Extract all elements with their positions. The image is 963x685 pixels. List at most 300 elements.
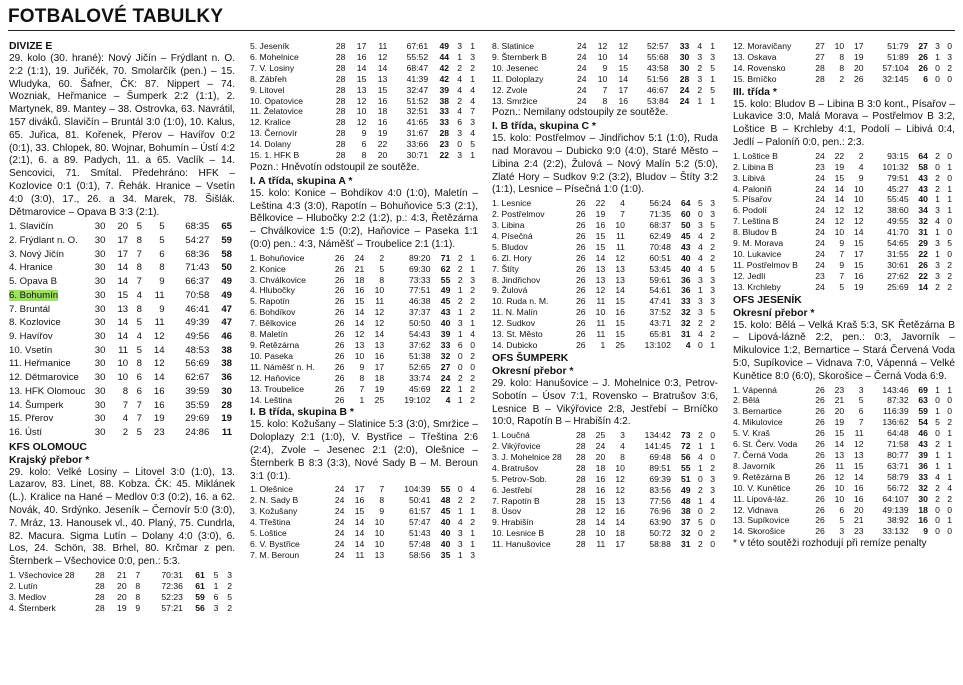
team-name: 10. Lukavice — [733, 248, 782, 259]
stat-cell: 30 — [94, 330, 106, 342]
team-name: 2. Bělá — [733, 395, 760, 406]
stat-cell: 7 — [858, 417, 864, 428]
section-heading: Okresní přebor * — [733, 307, 815, 319]
stat-cell: 15 — [615, 329, 625, 340]
stat-cell: 48:53 — [185, 344, 210, 356]
standings-table — [492, 41, 718, 106]
stat-cell: 49:56 — [185, 330, 210, 342]
stat-cell: 2 — [457, 296, 463, 307]
stat-cell: 3 — [839, 526, 845, 537]
table-row — [733, 385, 955, 396]
stat-cell: 69:39 — [649, 473, 671, 484]
team-name: 10. Ruda n. M. — [492, 296, 549, 307]
stat-cell: 5 — [136, 344, 142, 356]
stat-cell: 46:67 — [647, 84, 669, 95]
stat-cell: 60:51 — [649, 252, 671, 263]
table-row — [733, 238, 955, 249]
team-name: 10. Opatovice — [250, 95, 304, 106]
stat-cell: 4 — [457, 106, 462, 117]
stat-cell: 50:41 — [408, 495, 431, 506]
stat-cell: 37:62 — [408, 340, 431, 350]
stat-cell: 14 — [153, 344, 165, 356]
team-name: 13. Troubelice — [250, 383, 304, 394]
stat-cell: 5 — [136, 317, 142, 329]
team-name: 15. 1. HFK B — [250, 150, 300, 161]
stat-cell: 14 — [354, 307, 365, 318]
stat-cell: 3 — [698, 296, 703, 307]
stat-cell: 26 — [575, 263, 586, 274]
stat-cell: 32 — [681, 318, 691, 329]
stat-cell: 2 — [710, 230, 715, 241]
stat-cell: 24 — [815, 205, 825, 216]
stat-cell: 10 — [834, 482, 845, 493]
stat-cell: 43:58 — [647, 62, 669, 73]
stat-cell: 7 — [839, 248, 845, 259]
stat-cell: 14 — [834, 183, 845, 194]
stat-cell: 11 — [118, 344, 129, 356]
team-name: 4. Šternberk — [9, 602, 56, 613]
stat-cell: 3 — [470, 549, 475, 560]
team-name: 4. Paloníň — [733, 183, 772, 194]
stat-cell: 2 — [935, 482, 940, 493]
stat-cell: 28 — [679, 73, 690, 84]
table-row — [492, 275, 718, 286]
stat-cell: 20 — [834, 406, 845, 417]
stat-cell: 0 — [947, 227, 952, 238]
stat-cell: 38 — [221, 358, 232, 370]
round-results-text: Pozn.: Nemilany odstoupily ze soutěže. — [492, 107, 669, 119]
team-name: 13. Černovír — [250, 128, 298, 139]
round-results-text: 15. kolo: Bludov B – Libina B 3:0 kont., Písařov – Lukavice 3:0, Malá Morava – Postřelmov B 3:2, Loštice B – Krchleby 4:1, Podolí – Libivá 0:4, Jedlí – Paloníň 0:0, pen.: 2:3. — [733, 98, 955, 149]
stat-cell: 2 — [457, 495, 463, 506]
stat-cell: 26 — [334, 394, 345, 405]
stat-cell: 1 — [470, 528, 475, 539]
stat-cell: 2 — [839, 73, 845, 84]
stat-cell: 5 — [698, 517, 703, 528]
stat-cell: 69 — [918, 384, 928, 395]
team-name: 10. Vsetín — [9, 344, 53, 356]
stat-cell: 39 — [918, 450, 928, 461]
stat-cell: 1 — [935, 460, 940, 471]
stat-cell: 28 — [95, 602, 105, 613]
stat-cell: 49 — [440, 285, 451, 296]
title-rule — [8, 30, 955, 31]
stat-cell: 18 — [615, 528, 625, 539]
stat-cell: 0 — [698, 209, 703, 220]
stat-cell: 5 — [159, 221, 165, 233]
stat-cell: 10 — [374, 517, 385, 528]
stat-cell: 5 — [710, 62, 715, 73]
table-row — [733, 417, 955, 428]
stat-cell: 47 — [221, 317, 232, 329]
stat-cell: 6 — [159, 248, 165, 260]
stat-cell: 3 — [710, 285, 715, 296]
stat-cell: 58 — [221, 248, 232, 260]
stat-cell: 40 — [440, 318, 451, 329]
stat-cell: 1 — [935, 384, 940, 395]
stat-cell: 3 — [457, 318, 463, 329]
stat-cell: 16 — [615, 506, 625, 517]
stat-cell: 26 — [334, 263, 345, 274]
column-3 — [492, 40, 718, 551]
stat-cell: 62 — [440, 263, 451, 274]
stat-cell: 28 — [335, 150, 346, 161]
stat-cell: 4 — [470, 95, 475, 106]
team-name: 14. Dolany — [250, 139, 292, 150]
stat-cell: 2 — [457, 274, 463, 285]
stat-cell: 12 — [153, 330, 165, 342]
stat-cell: 49 — [221, 276, 232, 288]
stat-cell: 16 — [153, 399, 165, 411]
team-name: 8. Zábřeh — [250, 73, 287, 84]
stat-cell: 24 — [334, 528, 345, 539]
stat-cell: 8 — [135, 591, 141, 602]
stat-cell: 24 — [440, 372, 451, 383]
table-row — [9, 248, 235, 262]
table-row — [250, 528, 478, 539]
stat-cell: 15 — [618, 62, 629, 73]
stat-cell: 26 — [815, 460, 825, 471]
stat-cell: 26 — [815, 439, 825, 450]
stat-cell: 51 — [681, 473, 691, 484]
team-name: 3. J. Mohelnice 28 — [492, 451, 562, 462]
stat-cell: 1 — [457, 383, 463, 394]
stat-cell: 4 — [858, 161, 864, 172]
stat-cell: 45:27 — [887, 183, 909, 194]
stat-cell: 2 — [710, 318, 715, 329]
stat-cell: 20 — [117, 221, 129, 233]
stat-cell: 26 — [334, 340, 345, 350]
stat-cell: 49 — [681, 484, 691, 495]
table-row — [250, 296, 478, 307]
stat-cell: 16 — [595, 484, 606, 495]
stat-cell: 30 — [94, 289, 106, 301]
stat-cell: 1 — [457, 285, 463, 296]
stat-cell: 3 — [935, 259, 940, 270]
stat-cell: 6 — [923, 73, 928, 84]
stat-cell: 13 — [595, 274, 606, 285]
stat-cell: 3 — [935, 41, 940, 51]
stat-cell: 43 — [918, 172, 928, 183]
table-row — [9, 275, 235, 289]
stat-cell: 3 — [947, 51, 952, 62]
stat-cell: 41:70 — [887, 227, 909, 238]
stat-cell: 46:38 — [408, 296, 431, 307]
stat-cell: 4 — [136, 330, 142, 342]
stat-cell: 43 — [440, 307, 451, 318]
stat-cell: 1 — [470, 538, 475, 549]
stat-cell: 26 — [815, 482, 825, 493]
stat-cell: 51:38 — [408, 350, 431, 361]
stat-cell: 17 — [117, 235, 129, 247]
stat-cell: 2 — [935, 493, 940, 504]
stat-cell: 2 — [227, 580, 232, 591]
table-row — [250, 41, 478, 52]
stat-cell: 14 — [595, 252, 606, 263]
stat-cell: 30 — [94, 276, 106, 288]
stat-cell: 15 — [595, 241, 606, 252]
stat-cell: 141:45 — [644, 441, 671, 451]
table-row — [492, 474, 718, 485]
stat-cell: 28 — [575, 506, 586, 517]
stat-cell: 24 — [815, 248, 825, 259]
stat-cell: 3 — [710, 274, 715, 285]
stat-cell: 24 — [577, 51, 587, 62]
stat-cell: 26 — [575, 198, 586, 209]
stat-cell: 30 — [94, 303, 106, 315]
team-name: 3. Chválkovice — [250, 274, 306, 285]
team-name: 4. Třeština — [250, 517, 291, 528]
team-name: 8. Javorník — [733, 460, 776, 471]
table-row — [250, 63, 478, 74]
stat-cell: 2 — [947, 281, 952, 292]
section-heading: OFS JESENÍK — [733, 294, 802, 306]
stat-cell: 0 — [710, 430, 715, 441]
stat-cell: 52:23 — [161, 591, 183, 602]
table-row — [492, 41, 718, 52]
stat-cell: 13 — [615, 495, 625, 506]
stat-cell: 65 — [221, 221, 232, 233]
stat-cell: 66:37 — [185, 276, 210, 288]
stat-cell: 11 — [596, 329, 606, 340]
stat-cell: 14 — [354, 318, 365, 329]
stat-cell: 26 — [575, 209, 586, 220]
stat-cell: 4 — [470, 329, 475, 340]
stat-cell: 27 — [815, 41, 825, 51]
stat-cell: 1 — [697, 95, 703, 106]
stat-cell: 27 — [440, 361, 451, 372]
team-name: 13. Supíkovice — [733, 515, 790, 526]
team-name: 14. Skorošice — [733, 526, 786, 537]
table-row — [250, 373, 478, 384]
stat-cell: 5 — [710, 263, 715, 274]
team-name: 2. Postřelmov — [492, 209, 545, 220]
stat-cell: 37 — [681, 517, 691, 528]
stat-cell: 1 — [457, 394, 463, 405]
stat-cell: 17 — [354, 484, 365, 495]
stat-cell: 24 — [334, 506, 345, 517]
stat-cell: 14 — [117, 276, 129, 288]
team-name: 8. Maletín — [250, 329, 288, 340]
stat-cell: 26 — [334, 285, 345, 296]
team-name: 3. Bernartice — [733, 406, 782, 417]
table-row — [733, 461, 955, 472]
stat-cell: 24 — [354, 252, 365, 263]
stat-cell: 28 — [335, 41, 346, 51]
stat-cell: 3 — [457, 528, 463, 539]
round-results-text: 29. kolo (30. hrané): Nový Jičín – Frýdlant n. O. 2:2 (1:1), 19. Juřičék, 70. Smolarčík (pen.) – 15. Wludyka, 60. Šafner, ČK: 87. Nippert – 74. Wozniak, Heřmanice – Šumperk 2:2 (1:1), 2. Martynek, 89. Mantey – 38. Ostrovka, 63. Navrátil, 157 diváků. Slavičín – Bruntál 3:0 (1:0), 10. Kalus, 65. Juřica, 81. Kořenek, Přerov – Havířov 0:2 (0:1), 33. Chlopek, 80. Wojnar, Bohumín – Ústí 4:2 (2:1), 6. a 89. Padych, 11. a 65. Vaclík – 14. Sencovici, 71. Smítal. Předehráno: HFK – Kozlovice 0:1 (0:1), 7. Řehák. Hranice – Vsetín 4:0 (3:0), 17., 26. a 34. Marek, 78. Šišlák. Dětmarovice – Opava B 3:3 (2:1). — [9, 53, 235, 218]
stat-cell: 1 — [710, 340, 715, 350]
stat-cell: 15 — [595, 495, 606, 506]
stat-cell: 30 — [94, 248, 106, 260]
stat-cell: 1 — [935, 194, 940, 205]
stat-cell: 8 — [839, 62, 845, 73]
team-name: 5. Petrov-Sob. — [492, 473, 547, 484]
stat-cell: 28 — [815, 62, 825, 73]
stat-cell: 116:39 — [882, 406, 909, 417]
stat-cell: 14 — [618, 51, 629, 62]
stat-cell: 0 — [935, 395, 940, 406]
stat-cell: 5 — [159, 235, 165, 247]
stat-cell: 10 — [597, 51, 608, 62]
stat-cell: 2 — [457, 263, 463, 274]
stat-cell: 15 — [834, 172, 845, 183]
stat-cell: 72:36 — [161, 580, 183, 591]
stat-cell: 4 — [136, 289, 142, 301]
stat-cell: 3 — [457, 128, 462, 139]
stat-cell: 35:59 — [185, 399, 210, 411]
stat-cell: 1 — [470, 41, 475, 51]
stat-cell: 64 — [918, 150, 928, 161]
team-name: 11. Náměšť n. H. — [250, 361, 315, 372]
stat-cell: 1 — [600, 340, 606, 350]
table-row — [9, 581, 235, 592]
table-row — [9, 426, 235, 440]
stat-cell: 26 — [815, 493, 825, 504]
stat-cell: 4 — [698, 451, 703, 462]
team-name: 8. Bludov B — [733, 227, 777, 238]
team-name: 4. Bratrušov — [492, 462, 539, 473]
stat-cell: 24 — [577, 95, 587, 106]
table-row — [250, 318, 478, 329]
table-row — [250, 139, 478, 150]
table-row — [250, 253, 478, 264]
table-row — [9, 234, 235, 248]
stat-cell: 7 — [136, 276, 142, 288]
stat-cell: 2 — [457, 372, 463, 383]
stat-cell: 24 — [815, 227, 825, 238]
stat-cell: 5 — [710, 84, 715, 95]
team-name: 11. N. Malín — [492, 307, 538, 318]
stat-cell: 18 — [354, 274, 365, 285]
team-name: 3. Kožušany — [250, 506, 298, 517]
team-name: 9. Šternberk B — [492, 51, 547, 62]
stat-cell: 28 — [575, 462, 586, 473]
stat-cell: 26 — [575, 220, 586, 231]
stat-cell: 3 — [227, 569, 232, 580]
stat-cell: 3 — [935, 270, 940, 281]
team-name — [9, 289, 86, 303]
standings-table — [733, 41, 955, 85]
stat-cell: 0 — [947, 395, 952, 406]
team-name: 13. Krchleby — [733, 281, 781, 292]
table-row — [492, 528, 718, 539]
standings-table — [9, 220, 235, 439]
stat-cell: 1 — [359, 394, 365, 405]
stat-cell: 9 — [602, 62, 608, 73]
stat-cell: 23 — [815, 161, 825, 172]
stat-cell: 26 — [575, 318, 586, 329]
team-name: 7. Bělkovice — [250, 318, 297, 329]
team-name: 11. Lipová-láz. — [733, 493, 789, 504]
team-name: 1. Všechovice 28 — [9, 569, 75, 580]
stat-cell: 30 — [221, 385, 232, 397]
standings-table — [492, 198, 718, 351]
stat-cell: 21 — [853, 515, 864, 526]
table-row — [250, 517, 478, 528]
stat-cell: 2 — [947, 62, 952, 73]
stat-cell: 19:102 — [404, 394, 431, 405]
stat-cell: 21 — [834, 395, 845, 406]
team-name: 6. Jestřebí — [492, 484, 533, 495]
stat-cell: 2 — [470, 285, 475, 296]
stat-cell: 13 — [834, 450, 845, 461]
stat-cell: 32 — [440, 350, 451, 361]
stat-cell: 0 — [947, 150, 952, 161]
stat-cell: 11 — [221, 426, 232, 438]
stat-cell: 2 — [935, 172, 940, 183]
stat-cell: 4 — [698, 329, 703, 340]
stat-cell: 0 — [947, 248, 952, 259]
table-row — [9, 330, 235, 344]
stat-cell: 2 — [947, 259, 952, 270]
stat-cell: 12 — [615, 252, 625, 263]
stat-cell: 1 — [213, 580, 219, 591]
stat-cell: 7 — [359, 383, 365, 394]
stat-cell: 11 — [596, 539, 606, 550]
stat-cell: 2 — [710, 252, 715, 263]
column-2 — [250, 40, 478, 562]
stat-cell: 6 — [136, 372, 142, 384]
team-name: 7. Rapotín B — [492, 495, 540, 506]
stat-cell: 54:61 — [649, 285, 671, 296]
stat-cell: 1 — [947, 194, 952, 205]
stat-cell: 2 — [698, 318, 703, 329]
stat-cell: 21 — [354, 263, 365, 274]
stat-cell: 3 — [470, 117, 475, 128]
stat-cell: 36 — [681, 285, 691, 296]
table-row — [9, 344, 235, 358]
stat-cell: 3 — [935, 238, 940, 249]
stat-cell: 33 — [918, 471, 928, 482]
stat-cell: 57:104 — [882, 62, 909, 73]
stat-cell: 0 — [698, 340, 703, 350]
stat-cell: 19 — [834, 161, 845, 172]
stat-cell: 3 — [710, 209, 715, 220]
stat-cell: 50:72 — [649, 528, 671, 539]
stat-cell: 73 — [681, 430, 691, 441]
stat-cell: 10 — [356, 106, 367, 117]
team-name: 10. V. Kunětice — [733, 482, 791, 493]
stat-cell: 55:45 — [887, 194, 909, 205]
stat-cell: 93:15 — [887, 150, 909, 161]
stat-cell: 26 — [575, 329, 586, 340]
table-row — [733, 428, 955, 439]
team-name: 5. Rapotín — [250, 296, 290, 307]
stat-cell: 1 — [470, 318, 475, 329]
stat-cell: 3 — [710, 296, 715, 307]
table-row — [492, 463, 718, 474]
stat-cell: 24 — [815, 259, 825, 270]
stat-cell: 19 — [221, 413, 232, 425]
stat-cell: 54:43 — [408, 329, 431, 340]
stat-cell: 6 — [136, 385, 142, 397]
stat-cell: 2 — [858, 150, 864, 161]
team-name: 6. Mohelnice — [250, 51, 299, 62]
stat-cell: 143:46 — [882, 384, 909, 395]
stat-cell: 18 — [918, 504, 928, 515]
stat-cell: 4 — [935, 216, 940, 227]
table-row — [733, 505, 955, 516]
stat-cell: 0 — [947, 216, 952, 227]
stat-cell: 22 — [439, 150, 450, 161]
stat-cell: 44 — [439, 51, 450, 62]
stat-cell: 26 — [575, 252, 586, 263]
stat-cell: 1 — [947, 460, 952, 471]
stat-cell: 9 — [159, 303, 165, 315]
team-name: 5. Loštice — [250, 528, 287, 539]
stat-cell: 5 — [710, 220, 715, 231]
